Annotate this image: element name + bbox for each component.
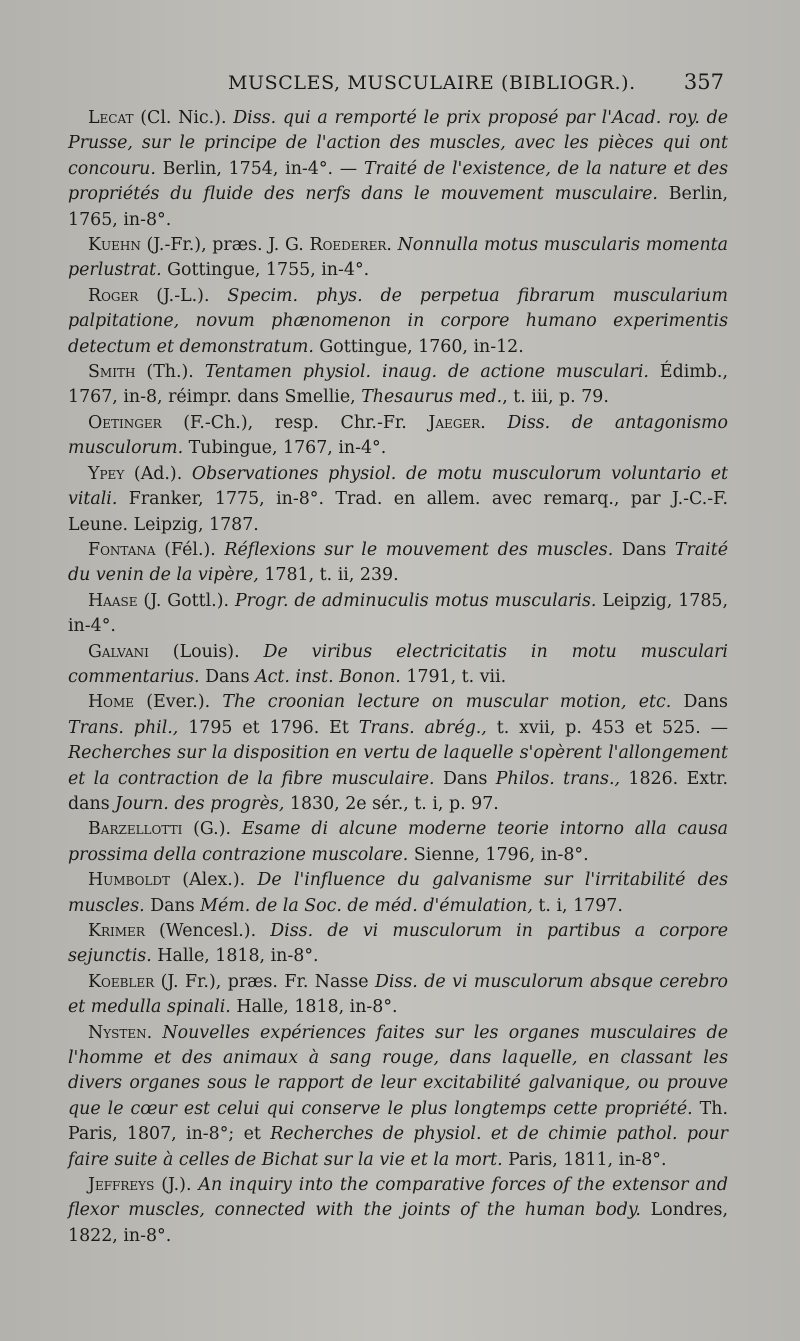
entry-text: Dans <box>671 692 728 713</box>
entry-text: Franker, 1775, in-8°. Trad. en allem. avec remarq., par J.-C.-F. Leune. Leipzig, 1787. <box>68 489 728 535</box>
entry-text: . <box>146 1022 163 1043</box>
bibliography-entry <box>68 589 728 640</box>
entry-text: 1830, 2e sér., t. i, p. 97. <box>284 793 499 814</box>
entry-text: (J.-Fr.), præs. J. G. <box>140 235 310 256</box>
entry-text: Berlin, 1765, in-8°. <box>68 184 729 230</box>
bibliography-entry <box>68 411 728 462</box>
entry-text: Gottingue, 1760, in-12. <box>313 336 524 357</box>
bibliography-entry <box>68 360 728 411</box>
entry-text: (Fél.). <box>155 539 225 560</box>
entry-title: Recherches sur la disposition en vertu de laquelle s'opèrent l'allongement et la contraction de la fibre musculaire. <box>68 743 728 789</box>
running-title: MUSCLES, MUSCULAIRE (BIBLIOGR.). <box>228 72 636 94</box>
entry-text: Londres, 1822, in-8°. <box>68 1200 728 1246</box>
entry-title: Observationes physiol. de motu musculorum voluntario et vitali. <box>68 463 729 510</box>
entry-author: Ypey <box>88 463 125 484</box>
entry-text: (Ever.). <box>134 692 223 713</box>
entry-author: Galvani <box>88 641 149 662</box>
entry-title: Diss. de vi musculorum absque cerebro et medulla spinali. <box>68 971 728 1018</box>
entry-text: 1795 et 1796. Et <box>178 717 359 738</box>
bibliography-entry <box>68 1173 728 1249</box>
entry-title: Recherches de physiol. et de chimie pathol. pour faire suite à celles de Bichat sur la vie et la mort. <box>68 1124 728 1170</box>
entry-text: (J.-L.). <box>138 285 228 306</box>
entry-person: Roederer <box>309 235 387 256</box>
entry-text: Halle, 1818, in-8°. <box>151 946 319 967</box>
entry-text: t. xvii, p. 453 et 525. — <box>486 717 728 738</box>
bibliography-entry <box>68 106 728 233</box>
entry-text: (J.). <box>154 1175 199 1196</box>
entry-text: (F.-Ch.), resp. Chr.-Fr. <box>161 412 429 433</box>
entry-author: Home <box>88 692 135 713</box>
entry-title: Tentamen physiol. inaug. de actione musculari. <box>204 362 649 383</box>
entry-author: Haase <box>88 590 138 611</box>
entry-person: Jaeger <box>428 412 481 433</box>
entry-title: Thesaurus med. <box>361 387 503 408</box>
entry-author: Koebler <box>88 971 155 992</box>
entry-author: Jeffreys <box>88 1175 155 1196</box>
entry-title: Diss. qui a remporté le prix proposé par l'Acad. roy. de Prusse, sur le principe de l'action des muscles, avec les pièces qui ont concouru. <box>68 108 728 179</box>
entry-text: Th. Paris, 1807, in-8°; et <box>68 1098 729 1145</box>
bibliography-entry <box>68 690 728 817</box>
entry-text: Édimb., 1767, in-8, réimpr. dans Smellie, <box>68 362 728 408</box>
entry-text: 1781, t. ii, 239. <box>258 565 399 586</box>
entry-author: Nysten <box>88 1022 147 1043</box>
bibliography-entry <box>68 640 728 691</box>
entry-text: Gottingue, 1755, in-4°. <box>161 260 370 281</box>
bibliography-entry <box>68 538 728 589</box>
bibliography-entry <box>68 284 728 360</box>
entry-title: Mém. de la Soc. de méd. d'émulation, <box>200 895 533 916</box>
entry-title: Trans. abrég., <box>358 717 487 738</box>
entry-author: Smith <box>88 362 136 383</box>
entry-text: (Th.). <box>135 362 205 383</box>
entry-title: Act. inst. Bonon. <box>255 666 401 687</box>
entry-text: Sienne, 1796, in-8°. <box>408 844 589 865</box>
entry-title: Trans. phil., <box>68 717 179 738</box>
entry-title: The croonian lecture on muscular motion, etc. <box>222 692 672 713</box>
entry-author: Krimer <box>88 921 145 941</box>
entry-title: Progr. de adminuculis motus muscularis. <box>234 590 597 611</box>
entry-title: Specim. phys. de perpetua fibrarum muscularium palpitatione, novum phænomenon in corpore humano experimentis detectum et demonstratum. <box>68 285 728 357</box>
page-number: 357 <box>683 70 724 94</box>
entry-title: Nonnulla motus muscularis momenta perlustrat. <box>68 235 729 281</box>
entry-text: Dans <box>613 539 675 560</box>
page-header <box>0 70 800 100</box>
entry-text: 1791, t. vii. <box>400 666 507 687</box>
entry-author: Fontana <box>88 539 156 560</box>
entry-title: An inquiry into the comparative forces of the extensor and flexor muscles, connected with the joints of the human body. <box>68 1175 728 1221</box>
entry-title: Traité du venin de la vipère, <box>68 539 729 586</box>
entry-text: (Alex.). <box>170 870 258 891</box>
entry-title: Esame di alcune moderne teorie intorno alla causa prossima della contrazione muscolare. <box>68 819 728 865</box>
entry-text: Halle, 1818, in-8°. <box>230 997 398 1018</box>
entry-text: (G.). <box>182 819 242 840</box>
bibliography-entry <box>68 233 728 284</box>
entry-author: Roger <box>88 285 139 306</box>
entry-title: Journ. des progrès, <box>115 793 285 814</box>
entry-text: (Cl. Nic.). <box>133 108 234 128</box>
entry-author: Lecat <box>88 108 134 128</box>
entry-text: Dans <box>434 768 496 789</box>
entry-text: . <box>480 412 508 433</box>
entry-text: Dans <box>144 895 201 916</box>
entry-title: Diss. de antagonismo musculorum. <box>68 412 728 459</box>
entry-text: (Wencesl.). <box>144 921 271 941</box>
entry-author: Barzellotti <box>88 819 183 840</box>
entry-text: , t. iii, p. 79. <box>502 387 609 408</box>
entry-title: Philos. trans., <box>495 768 620 789</box>
bibliography-entry <box>68 817 728 868</box>
bibliography-entry <box>68 462 728 538</box>
bibliography-entry <box>68 1021 728 1173</box>
entry-text: (Ad.). <box>124 463 192 484</box>
entry-title: Nouvelles expériences faites sur les organes musculaires de l'homme et des animaux à sang rouge, dans laquelle, en classant les divers organes sous le rapport de leur excitabilité galvanique, ou prouve que le cœur est celui qui conserve le plus longtemps cette propriété. <box>68 1022 728 1119</box>
entry-author: Humboldt <box>88 870 171 891</box>
entry-title: Réflexions sur le mouvement des muscles. <box>224 539 614 560</box>
entry-text: . <box>386 235 398 256</box>
entry-text: (J. Fr.), præs. Fr. Nasse <box>154 971 375 992</box>
entry-title: Diss. de vi musculorum in partibus a corpore sejunctis. <box>68 921 728 967</box>
bibliography-entry <box>68 970 728 1021</box>
entry-text: Leipzig, 1785, in-4°. <box>68 590 728 637</box>
entry-text: Dans <box>199 666 256 687</box>
entry-text: Berlin, 1754, in-4°. — <box>155 158 364 179</box>
bibliography-entry <box>68 919 728 970</box>
entry-title: Traité de l'existence, de la nature et des propriétés du fluide des nerfs dans le mouvement musculaire. <box>68 158 728 205</box>
entry-text: (J. Gottl.). <box>137 590 235 611</box>
entry-text: (Louis). <box>148 641 264 662</box>
entry-title: De viribus electricitatis in motu musculari commentarius. <box>68 641 728 687</box>
entry-text: Tubingue, 1767, in-4°. <box>183 438 387 459</box>
entry-author: Oetinger <box>88 412 162 433</box>
bibliography-entry <box>68 868 728 919</box>
entry-text: t. i, 1797. <box>532 895 623 916</box>
bibliography-list <box>68 106 728 1249</box>
entry-title: De l'influence du galvanisme sur l'irritabilité des muscles. <box>68 870 728 916</box>
entry-text: Paris, 1811, in-8°. <box>502 1149 667 1170</box>
entry-text: 1826. Extr. dans <box>68 768 729 814</box>
entry-author: Kuehn <box>88 235 141 256</box>
